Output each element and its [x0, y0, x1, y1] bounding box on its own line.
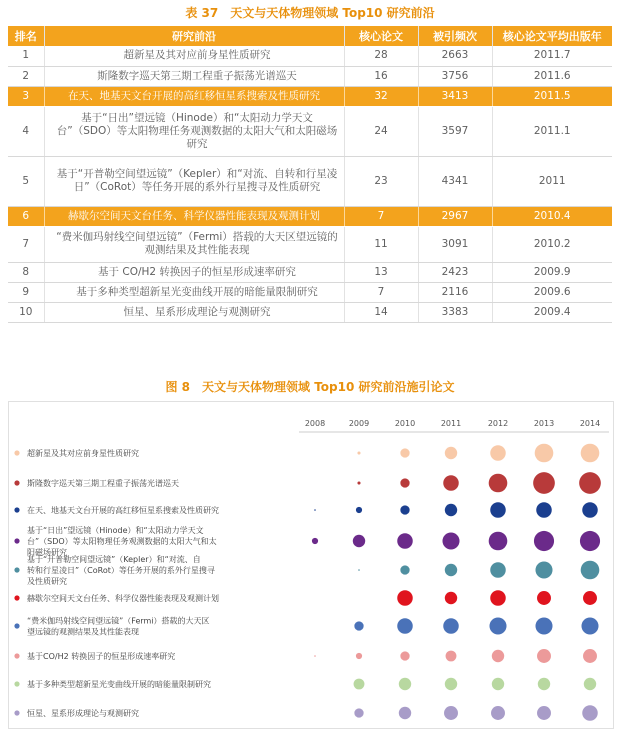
bubble — [490, 590, 506, 606]
legend-marker — [14, 595, 19, 600]
header-rank: 排名 — [8, 26, 44, 46]
bubble — [397, 590, 413, 606]
bubble — [442, 532, 459, 549]
table-row — [8, 282, 612, 302]
avg-year-cell: 2011.1 — [492, 106, 612, 156]
bubble — [446, 651, 457, 662]
bubble — [445, 678, 457, 690]
bubble — [445, 592, 457, 604]
legend-marker — [14, 710, 19, 715]
bubble — [537, 591, 551, 605]
bubble — [443, 618, 459, 634]
year-label: 2013 — [533, 419, 555, 428]
bubble — [490, 445, 506, 461]
year-label: 2011 — [440, 419, 462, 428]
bubble-chart-panel — [8, 401, 614, 729]
rank-cell: 6 — [8, 206, 44, 226]
core-papers-cell: 7 — [344, 206, 418, 226]
bubble — [354, 679, 365, 690]
core-papers-cell: 7 — [344, 282, 418, 302]
table-title: 表 37 天文与天体物理领域 Top10 研究前沿 — [185, 6, 435, 20]
figure-title: 图 8 天文与天体物理领域 Top10 研究前沿施引论文 — [165, 380, 455, 394]
topic-cell: 赫歇尔空间天文台任务、科学仪器性能表现及观测计划 — [44, 206, 344, 226]
citations-cell: 3756 — [418, 66, 492, 86]
table-header-row — [8, 26, 612, 46]
bubble — [537, 706, 551, 720]
core-papers-cell: 32 — [344, 86, 418, 106]
bubble — [580, 531, 600, 551]
bubble — [358, 569, 360, 571]
topic-cell: “费米伽玛射线空间望远镜”（Fermi）搭载的大天区望远镜的观测结果及其性能表现 — [44, 226, 344, 262]
bubble — [445, 447, 457, 459]
series-label: 恒星、星系形成理论与观测研究 — [27, 709, 139, 718]
bubble — [492, 650, 504, 662]
bubble — [357, 451, 360, 454]
table-row — [8, 86, 612, 106]
core-papers-cell: 11 — [344, 226, 418, 262]
series-label: 在天、地基天文台开展的高红移恒星系搜索及性质研究 — [27, 506, 219, 515]
series-label: 基于CO/H2 转换因子的恒星形成速率研究 — [27, 652, 176, 661]
series-label: 基于多种类型超新星光变曲线开展的暗能量限制研究 — [27, 680, 211, 689]
bubble — [400, 651, 409, 660]
bubble — [353, 535, 365, 547]
table-row — [8, 106, 612, 156]
bubble — [400, 448, 409, 457]
bubble — [357, 481, 360, 484]
research-fronts-table — [8, 26, 612, 323]
bubble — [490, 502, 506, 518]
topic-cell: 斯隆数字巡天第三期工程重子振荡光谱巡天 — [44, 66, 344, 86]
table-row — [8, 262, 612, 282]
bubble — [538, 678, 550, 690]
core-papers-cell: 24 — [344, 106, 418, 156]
bubble — [535, 617, 552, 634]
core-papers-cell: 16 — [344, 66, 418, 86]
bubble — [354, 621, 363, 630]
rank-cell: 3 — [8, 86, 44, 106]
table-row — [8, 46, 612, 66]
year-label: 2012 — [487, 419, 509, 428]
core-papers-cell: 23 — [344, 156, 418, 206]
bubble — [314, 509, 316, 511]
header-citations: 被引频次 — [418, 26, 492, 46]
legend-marker — [14, 681, 19, 686]
bubble — [489, 532, 508, 551]
bubble — [579, 472, 601, 494]
bubble — [491, 706, 505, 720]
legend-marker — [14, 507, 19, 512]
bubble — [489, 474, 508, 493]
bubble — [533, 472, 555, 494]
avg-year-cell: 2011.7 — [492, 46, 612, 66]
core-papers-cell: 28 — [344, 46, 418, 66]
bubble — [443, 475, 459, 491]
series-label: 基于“日出”望远镜（Hinode）和“太阳动力学天文台”（SDO）等太阳物理任务观测数据的太阳大气和太阳磁场研究 — [27, 526, 217, 557]
table-row — [8, 156, 612, 206]
legend-marker — [14, 653, 19, 658]
bubble — [356, 653, 362, 659]
header-avg-year: 核心论文平均出版年 — [492, 26, 612, 46]
bubble — [400, 565, 409, 574]
bubble — [492, 678, 504, 690]
citations-cell: 2423 — [418, 262, 492, 282]
avg-year-cell: 2011.6 — [492, 66, 612, 86]
citations-cell: 4341 — [418, 156, 492, 206]
bubble — [536, 502, 552, 518]
topic-cell: 基于“开普勒空间望远镜”（Kepler）和“对流、自转和行星凌日”（CoRot）等任务开展的系外行星搜寻及性质研究 — [44, 156, 344, 206]
topic-cell: 基于 CO/H2 转换因子的恒星形成速率研究 — [44, 262, 344, 282]
rank-cell: 10 — [8, 302, 44, 322]
bubble — [581, 561, 600, 580]
citations-cell: 3597 — [418, 106, 492, 156]
avg-year-cell: 2011 — [492, 156, 612, 206]
legend-marker — [14, 567, 19, 572]
core-papers-cell: 14 — [344, 302, 418, 322]
core-papers-cell: 13 — [344, 262, 418, 282]
citations-cell: 2116 — [418, 282, 492, 302]
bubble — [535, 444, 554, 463]
avg-year-cell: 2009.4 — [492, 302, 612, 322]
avg-year-cell: 2010.4 — [492, 206, 612, 226]
legend-marker — [14, 538, 19, 543]
bubble — [445, 504, 457, 516]
bubble — [354, 708, 363, 717]
bubble — [535, 561, 552, 578]
bubble — [534, 531, 554, 551]
series-label: 赫歇尔空间天文台任务、科学仪器性能表现及观测计划 — [27, 594, 219, 603]
topic-cell: 基于“日出”望远镜（Hinode）和“太阳动力学天文台”（SDO）等太阳物理任务观测数据的太阳大气和太阳磁场研究 — [44, 106, 344, 156]
bubble — [537, 649, 551, 663]
rank-cell: 7 — [8, 226, 44, 262]
bubble — [312, 538, 318, 544]
bubble — [400, 505, 409, 514]
citations-cell: 2967 — [418, 206, 492, 226]
header-core-papers: 核心论文 — [344, 26, 418, 46]
legend-marker — [14, 623, 19, 628]
bubble — [583, 649, 597, 663]
series-label: 超新星及其对应前身星性质研究 — [27, 449, 139, 458]
bubble — [582, 502, 598, 518]
avg-year-cell: 2009.6 — [492, 282, 612, 302]
rank-cell: 4 — [8, 106, 44, 156]
avg-year-cell: 2011.5 — [492, 86, 612, 106]
series-label: 斯隆数字巡天第三期工程重子振荡光谱巡天 — [27, 479, 179, 488]
legend-marker — [14, 450, 19, 455]
topic-cell: 在天、地基天文台开展的高红移恒星系搜索及性质研究 — [44, 86, 344, 106]
bubble — [400, 478, 409, 487]
citations-cell: 2663 — [418, 46, 492, 66]
bubble — [444, 706, 458, 720]
bubble — [397, 618, 413, 634]
bubble — [582, 705, 598, 721]
table-row — [8, 66, 612, 86]
bubble — [356, 507, 362, 513]
topic-cell: 恒星、星系形成理论与观测研究 — [44, 302, 344, 322]
rank-cell: 9 — [8, 282, 44, 302]
header-topic: 研究前沿 — [44, 26, 344, 46]
bubble — [489, 617, 506, 634]
bubble — [490, 562, 506, 578]
avg-year-cell: 2010.2 — [492, 226, 612, 262]
table-row — [8, 206, 612, 226]
rank-cell: 5 — [8, 156, 44, 206]
bubble — [397, 533, 413, 549]
year-label: 2009 — [348, 419, 370, 428]
rank-cell: 8 — [8, 262, 44, 282]
year-label: 2014 — [579, 419, 601, 428]
legend-marker — [14, 480, 19, 485]
rank-cell: 1 — [8, 46, 44, 66]
year-label: 2008 — [304, 419, 326, 428]
series-label: “费米伽玛射线空间望远镜”（Fermi）搭载的大天区望远镜的观测结果及其性能表现 — [27, 616, 210, 637]
series-label: 基于“开普勒空间望远镜”（Kepler）和“对流、自转和行星凌日”（CoRot）等任务开展的系外行星搜寻及性质研究 — [27, 555, 215, 586]
citations-cell: 3091 — [418, 226, 492, 262]
citations-cell: 3413 — [418, 86, 492, 106]
topic-cell: 超新星及其对应前身星性质研究 — [44, 46, 344, 66]
table-row — [8, 226, 612, 262]
bubble — [581, 617, 598, 634]
bubble — [583, 591, 597, 605]
topic-cell: 基于多种类型超新星光变曲线开展的暗能量限制研究 — [44, 282, 344, 302]
bubble — [399, 707, 411, 719]
bubble-chart — [9, 402, 613, 728]
avg-year-cell: 2009.9 — [492, 262, 612, 282]
table-row — [8, 302, 612, 322]
citations-cell: 3383 — [418, 302, 492, 322]
bubble — [445, 564, 457, 576]
bubble — [581, 444, 600, 463]
bubble — [399, 678, 411, 690]
bubble — [584, 678, 596, 690]
bubble — [314, 655, 316, 657]
rank-cell: 2 — [8, 66, 44, 86]
year-label: 2010 — [394, 419, 416, 428]
